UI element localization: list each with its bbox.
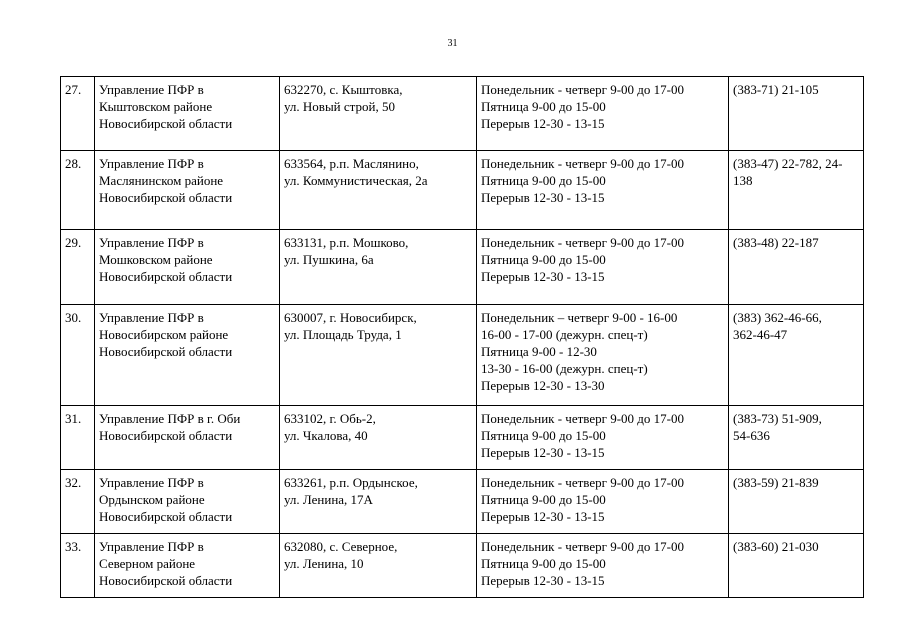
working-hours-line: Понедельник - четверг 9-00 до 17-00	[481, 411, 684, 426]
office-name-line: Кыштовском районе	[99, 99, 213, 114]
working-hours-line: Перерыв 12-30 - 13-15	[481, 116, 605, 131]
office-name-line: Управление ПФР в	[99, 539, 204, 554]
address-line: 632080, с. Северное,	[284, 539, 398, 554]
office-name-line: Новосибирской области	[99, 269, 233, 284]
working-hours-cell	[477, 534, 729, 598]
office-name-line: Новосибирской области	[99, 509, 233, 524]
working-hours-cell	[477, 77, 729, 151]
office-name-line: Управление ПФР в	[99, 82, 204, 97]
working-hours-line: Перерыв 12-30 - 13-15	[481, 445, 605, 460]
working-hours-line: Пятница 9-00 до 15-00	[481, 252, 606, 267]
office-name-line: Управление ПФР в г. Оби	[99, 411, 241, 426]
office-name-cell	[95, 77, 280, 151]
office-name-cell	[95, 470, 280, 534]
address-line: ул. Пушкина, 6а	[284, 252, 374, 267]
working-hours-line: Пятница 9-00 до 15-00	[481, 492, 606, 507]
office-name-line: Управление ПФР в	[99, 235, 204, 250]
row-number: 33.	[61, 534, 95, 598]
address-line: ул. Новый строй, 50	[284, 99, 395, 114]
working-hours-cell	[477, 305, 729, 406]
address-cell	[280, 230, 477, 305]
row-number: 32.	[61, 470, 95, 534]
working-hours-line: Понедельник - четверг 9-00 до 17-00	[481, 235, 684, 250]
office-name-line: Новосибирской области	[99, 573, 233, 588]
table-row	[61, 305, 864, 406]
office-name-line: Новосибирской области	[99, 116, 233, 131]
phone-line: 54-636	[733, 428, 770, 443]
office-name-line: Новосибирской области	[99, 428, 233, 443]
address-line: 633564, р.п. Маслянино,	[284, 156, 419, 171]
phone-cell	[729, 406, 864, 470]
address-cell	[280, 406, 477, 470]
office-name-cell	[95, 305, 280, 406]
address-line: 633131, р.п. Мошково,	[284, 235, 409, 250]
phone-cell	[729, 77, 864, 151]
pfr-offices-table	[60, 76, 864, 598]
phone-line: (383-47) 22-782, 24-	[733, 156, 843, 171]
address-line: 630007, г. Новосибирск,	[284, 310, 417, 325]
phone-cell	[729, 151, 864, 230]
table-body	[61, 77, 864, 598]
row-number: 30.	[61, 305, 95, 406]
row-number: 29.	[61, 230, 95, 305]
table-row	[61, 77, 864, 151]
table-row	[61, 406, 864, 470]
office-name-line: Ордынском районе	[99, 492, 205, 507]
address-line: ул. Площадь Труда, 1	[284, 327, 402, 342]
address-cell	[280, 470, 477, 534]
working-hours-line: Понедельник - четверг 9-00 до 17-00	[481, 156, 684, 171]
working-hours-line: Понедельник - четверг 9-00 до 17-00	[481, 475, 684, 490]
office-name-cell	[95, 406, 280, 470]
table-row	[61, 470, 864, 534]
table-row	[61, 534, 864, 598]
office-name-line: Маслянинском районе	[99, 173, 224, 188]
working-hours-line: Перерыв 12-30 - 13-15	[481, 509, 605, 524]
phone-line: (383-48) 22-187	[733, 235, 819, 250]
office-name-line: Управление ПФР в	[99, 475, 204, 490]
address-line: 632270, с. Кыштовка,	[284, 82, 403, 97]
row-number: 31.	[61, 406, 95, 470]
address-line: ул. Коммунистическая, 2а	[284, 173, 428, 188]
office-name-line: Новосибирском районе	[99, 327, 229, 342]
office-name-cell	[95, 230, 280, 305]
working-hours-line: Пятница 9-00 до 15-00	[481, 173, 606, 188]
working-hours-cell	[477, 151, 729, 230]
phone-line: (383-60) 21-030	[733, 539, 819, 554]
phone-line: (383-71) 21-105	[733, 82, 819, 97]
address-cell	[280, 77, 477, 151]
working-hours-line: Пятница 9-00 до 15-00	[481, 556, 606, 571]
row-number: 27.	[61, 77, 95, 151]
phone-cell	[729, 534, 864, 598]
office-name-line: Новосибирской области	[99, 190, 233, 205]
office-name-line: Мошковском районе	[99, 252, 213, 267]
phone-cell	[729, 305, 864, 406]
office-name-line: Новосибирской области	[99, 344, 233, 359]
working-hours-line: Понедельник – четверг 9-00 - 16-00	[481, 310, 678, 325]
working-hours-cell	[477, 470, 729, 534]
address-cell	[280, 534, 477, 598]
phone-cell	[729, 470, 864, 534]
working-hours-line: Перерыв 12-30 - 13-15	[481, 573, 605, 588]
working-hours-line: 16-00 - 17-00 (дежурн. спец-т)	[481, 327, 648, 342]
office-name-line: Северном районе	[99, 556, 196, 571]
address-line: 633261, р.п. Ордынское,	[284, 475, 418, 490]
phone-line: (383-73) 51-909,	[733, 411, 822, 426]
working-hours-line: Пятница 9-00 до 15-00	[481, 99, 606, 114]
page-number: 31	[447, 38, 458, 49]
table-row	[61, 151, 864, 230]
working-hours-cell	[477, 406, 729, 470]
address-line: ул. Чкалова, 40	[284, 428, 368, 443]
phone-line: 362-46-47	[733, 327, 788, 342]
phone-cell	[729, 230, 864, 305]
phone-line: 138	[733, 173, 753, 188]
working-hours-line: Понедельник - четверг 9-00 до 17-00	[481, 82, 684, 97]
phone-line: (383) 362-46-66,	[733, 310, 822, 325]
working-hours-line: Перерыв 12-30 - 13-15	[481, 269, 605, 284]
office-name-cell	[95, 151, 280, 230]
working-hours-line: Пятница 9-00 - 12-30	[481, 344, 597, 359]
working-hours-line: Понедельник - четверг 9-00 до 17-00	[481, 539, 684, 554]
working-hours-line: 13-30 - 16-00 (дежурн. спец-т)	[481, 361, 648, 376]
phone-line: (383-59) 21-839	[733, 475, 819, 490]
office-name-cell	[95, 534, 280, 598]
address-line: 633102, г. Обь-2,	[284, 411, 376, 426]
working-hours-line: Перерыв 12-30 - 13-15	[481, 190, 605, 205]
working-hours-line: Пятница 9-00 до 15-00	[481, 428, 606, 443]
working-hours-line: Перерыв 12-30 - 13-30	[481, 378, 605, 393]
office-name-line: Управление ПФР в	[99, 310, 204, 325]
address-line: ул. Ленина, 17А	[284, 492, 373, 507]
table-row	[61, 230, 864, 305]
office-name-line: Управление ПФР в	[99, 156, 204, 171]
address-line: ул. Ленина, 10	[284, 556, 364, 571]
row-number: 28.	[61, 151, 95, 230]
address-cell	[280, 305, 477, 406]
address-cell	[280, 151, 477, 230]
working-hours-cell	[477, 230, 729, 305]
